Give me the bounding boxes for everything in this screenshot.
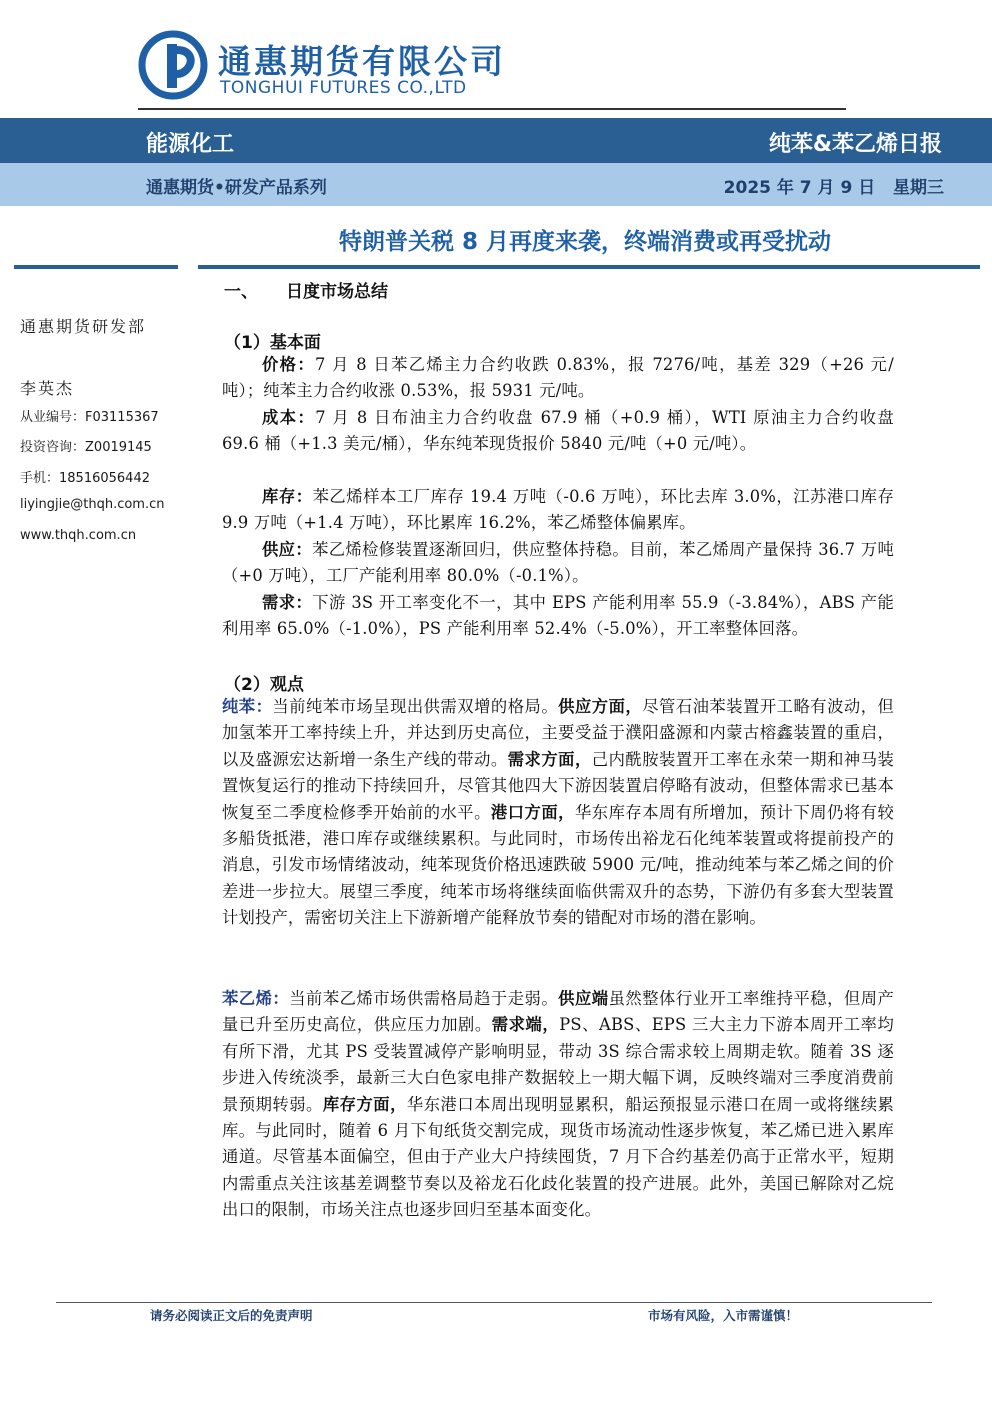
consult-label: 投资咨询： — [20, 440, 86, 455]
page-title: 特朗普关税 8 月再度来袭，终端消费或再受扰动 — [338, 229, 832, 255]
benzene-text-1: 当前纯苯市场呈现出供需双增的格局。 — [272, 697, 559, 716]
cost-label: 成本： — [262, 408, 316, 427]
inventory-label: 库存： — [262, 487, 313, 506]
email-link[interactable]: liyingjie@thqh.com.cn — [20, 497, 165, 512]
benzene-port-heading: 港口方面， — [490, 802, 575, 822]
styrene-label: 苯乙烯： — [222, 989, 290, 1008]
subsection-fundamentals: （1）基本面 — [224, 333, 321, 353]
phone-row — [20, 467, 150, 486]
content-rule — [198, 265, 980, 269]
department-name: 通惠期货研发部 — [20, 317, 147, 336]
styrene-paragraph — [222, 986, 894, 1224]
footer-divider — [56, 1302, 932, 1303]
phone-number: 18516056442 — [59, 471, 150, 486]
styrene-text-3: PS、ABS、EPS 三大主力下游本周开工率均有所下滑，尤其 PS 受装置减停产影响明显，带动 3S 综合需求较上周期走软。随着 3S 逐步进入传统淡季，最新三大白色家电排产数据较上一期大幅下调，反映终端对三季度消费前景预期转弱。 — [222, 1015, 894, 1114]
inventory-text: 苯乙烯样本工厂库存 19.4 万吨（-0.6 万吨），环比去库 3.0%，江苏港口库存 9.9 万吨（+1.4 万吨），环比累库 16.2%，苯乙烯整体偏累库。 — [222, 487, 894, 533]
section-number: 一、 — [224, 282, 258, 302]
benzene-text-3: 己内酰胺装置开工率在永荣一期和神马装置恢复运行的推动下持续回升，尽管其他四大下游因装置启停略有波动，但整体需求已基本恢复至二季度检修季开始前的水平。 — [222, 749, 894, 822]
sector-label: 能源化工 — [146, 132, 235, 157]
supply-paragraph — [222, 537, 894, 590]
subsection-views: （2）观点 — [224, 675, 304, 695]
inventory-paragraph — [222, 484, 894, 537]
date-text: 2025 年 7 月 9 日 — [723, 178, 876, 198]
report-name: 纯苯&苯乙烯日报 — [768, 132, 942, 157]
benzene-supply-heading: 供应方面， — [558, 697, 643, 716]
styrene-supply-heading: 供应端 — [558, 989, 609, 1008]
price-paragraph — [222, 352, 894, 405]
company-name-en: TONGHUI FUTURES CO.,LTD — [220, 78, 467, 98]
header-divider — [138, 108, 846, 110]
risk-warning: 市场有风险，入市需谨慎！ — [648, 1308, 799, 1323]
styrene-text-1: 当前苯乙烯市场供需格局趋于走弱。 — [289, 989, 559, 1008]
benzene-text-2: 尽管石油苯装置开工略有波动，但加氢苯开工率持续上升，并达到历史高位，主要受益于濮阳盛源和内蒙古榕鑫装置的重启，以及盛源宏达新增一条生产线的带动。 — [222, 697, 894, 769]
company-logo-icon — [138, 30, 208, 100]
cost-paragraph — [222, 405, 894, 458]
supply-label: 供应： — [262, 540, 313, 559]
consult-number: Z0019145 — [85, 440, 152, 455]
demand-paragraph — [222, 590, 894, 643]
price-label: 价格： — [262, 355, 315, 374]
benzene-label: 纯苯： — [222, 697, 273, 716]
supply-text: 苯乙烯检修装置逐渐回归，供应整体持稳。目前，苯乙烯周产量保持 36.7 万吨（+0 万吨），工厂产能利用率 80.0%（-0.1%）。 — [222, 540, 894, 586]
demand-label: 需求： — [262, 593, 313, 612]
cost-text: 7 月 8 日布油主力合约收盘 67.9 桶（+0.9 桶），WTI 原油主力合约收盘 69.6 桶（+1.3 美元/桶），华东纯苯现货报价 5840 元/吨（+0 元/吨）。 — [222, 408, 894, 454]
weekday-text: 星期三 — [893, 178, 944, 198]
section-title: 日度市场总结 — [286, 282, 388, 302]
company-name-cn: 通惠期货有限公司 — [218, 42, 506, 81]
benzene-demand-heading: 需求方面， — [507, 749, 592, 769]
license-number: F03115367 — [85, 410, 159, 425]
styrene-demand-heading: 需求端， — [491, 1015, 560, 1035]
benzene-text-4: 华东库存本周有所增加，预计下周仍将有较多船货抵港，港口库存或继续累积。与此同时，市场传出裕龙石化纯苯装置或将提前投产的消息，引发市场情绪波动，纯苯现货价格迅速跌破 5900 元/吨，推动纯苯与苯乙烯之间的价差进一步拉大。展望三季度，纯苯市场将继续面临供需双升的态势，下游仍有多套大型装置计划投产，需密切关注上下游新增产能释放节奏的错配对市场的潜在影响。 — [222, 802, 894, 928]
demand-text: 下游 3S 开工率变化不一，其中 EPS 产能利用率 55.9（-3.84%），ABS 产能利用率 65.0%（-1.0%），PS 产能利用率 52.4%（-5.0%），开工率整体回落。 — [222, 593, 894, 639]
consult-row — [20, 436, 152, 455]
benzene-paragraph — [222, 694, 894, 932]
disclaimer-note: 请务必阅读正文后的免责声明 — [150, 1308, 313, 1323]
report-date — [724, 173, 944, 198]
price-text: 7 月 8 日苯乙烯主力合约收跌 0.83%，报 7276/吨，基差 329（+26 元/吨）；纯苯主力合约收涨 0.53%，报 5931 元/吨。 — [222, 355, 894, 401]
sidebar-rule — [14, 265, 178, 269]
phone-label: 手机： — [20, 471, 60, 486]
series-label: 通惠期货•研发产品系列 — [146, 178, 327, 198]
license-label: 从业编号： — [20, 410, 86, 425]
section-heading — [224, 277, 388, 302]
styrene-text-4: 华东港口本周出现明显累积，船运预报显示港口在周一或将继续累库。与此同时，随着 6 月下旬纸货交割完成，现货市场流动性逐步恢复，苯乙烯已进入累库通道。尽管基本面偏空，但由于产业大户持续囤货，7 月下合约基差仍高于正常水平，短期内需重点关注该基差调整节奏以及裕龙石化歧化装置的投产进展。此外，美国已解除对乙烷出口的限制，市场关注点也逐步回归至基本面变化。 — [222, 1094, 894, 1220]
styrene-text-2: 虽然整体行业开工率维持平稳，但周产量已升至历史高位，供应压力加剧。 — [222, 989, 894, 1035]
website-link[interactable]: www.thqh.com.cn — [20, 528, 137, 543]
styrene-inventory-heading: 库存方面， — [322, 1094, 407, 1114]
license-row — [20, 406, 159, 425]
analyst-name: 李英杰 — [20, 379, 75, 398]
